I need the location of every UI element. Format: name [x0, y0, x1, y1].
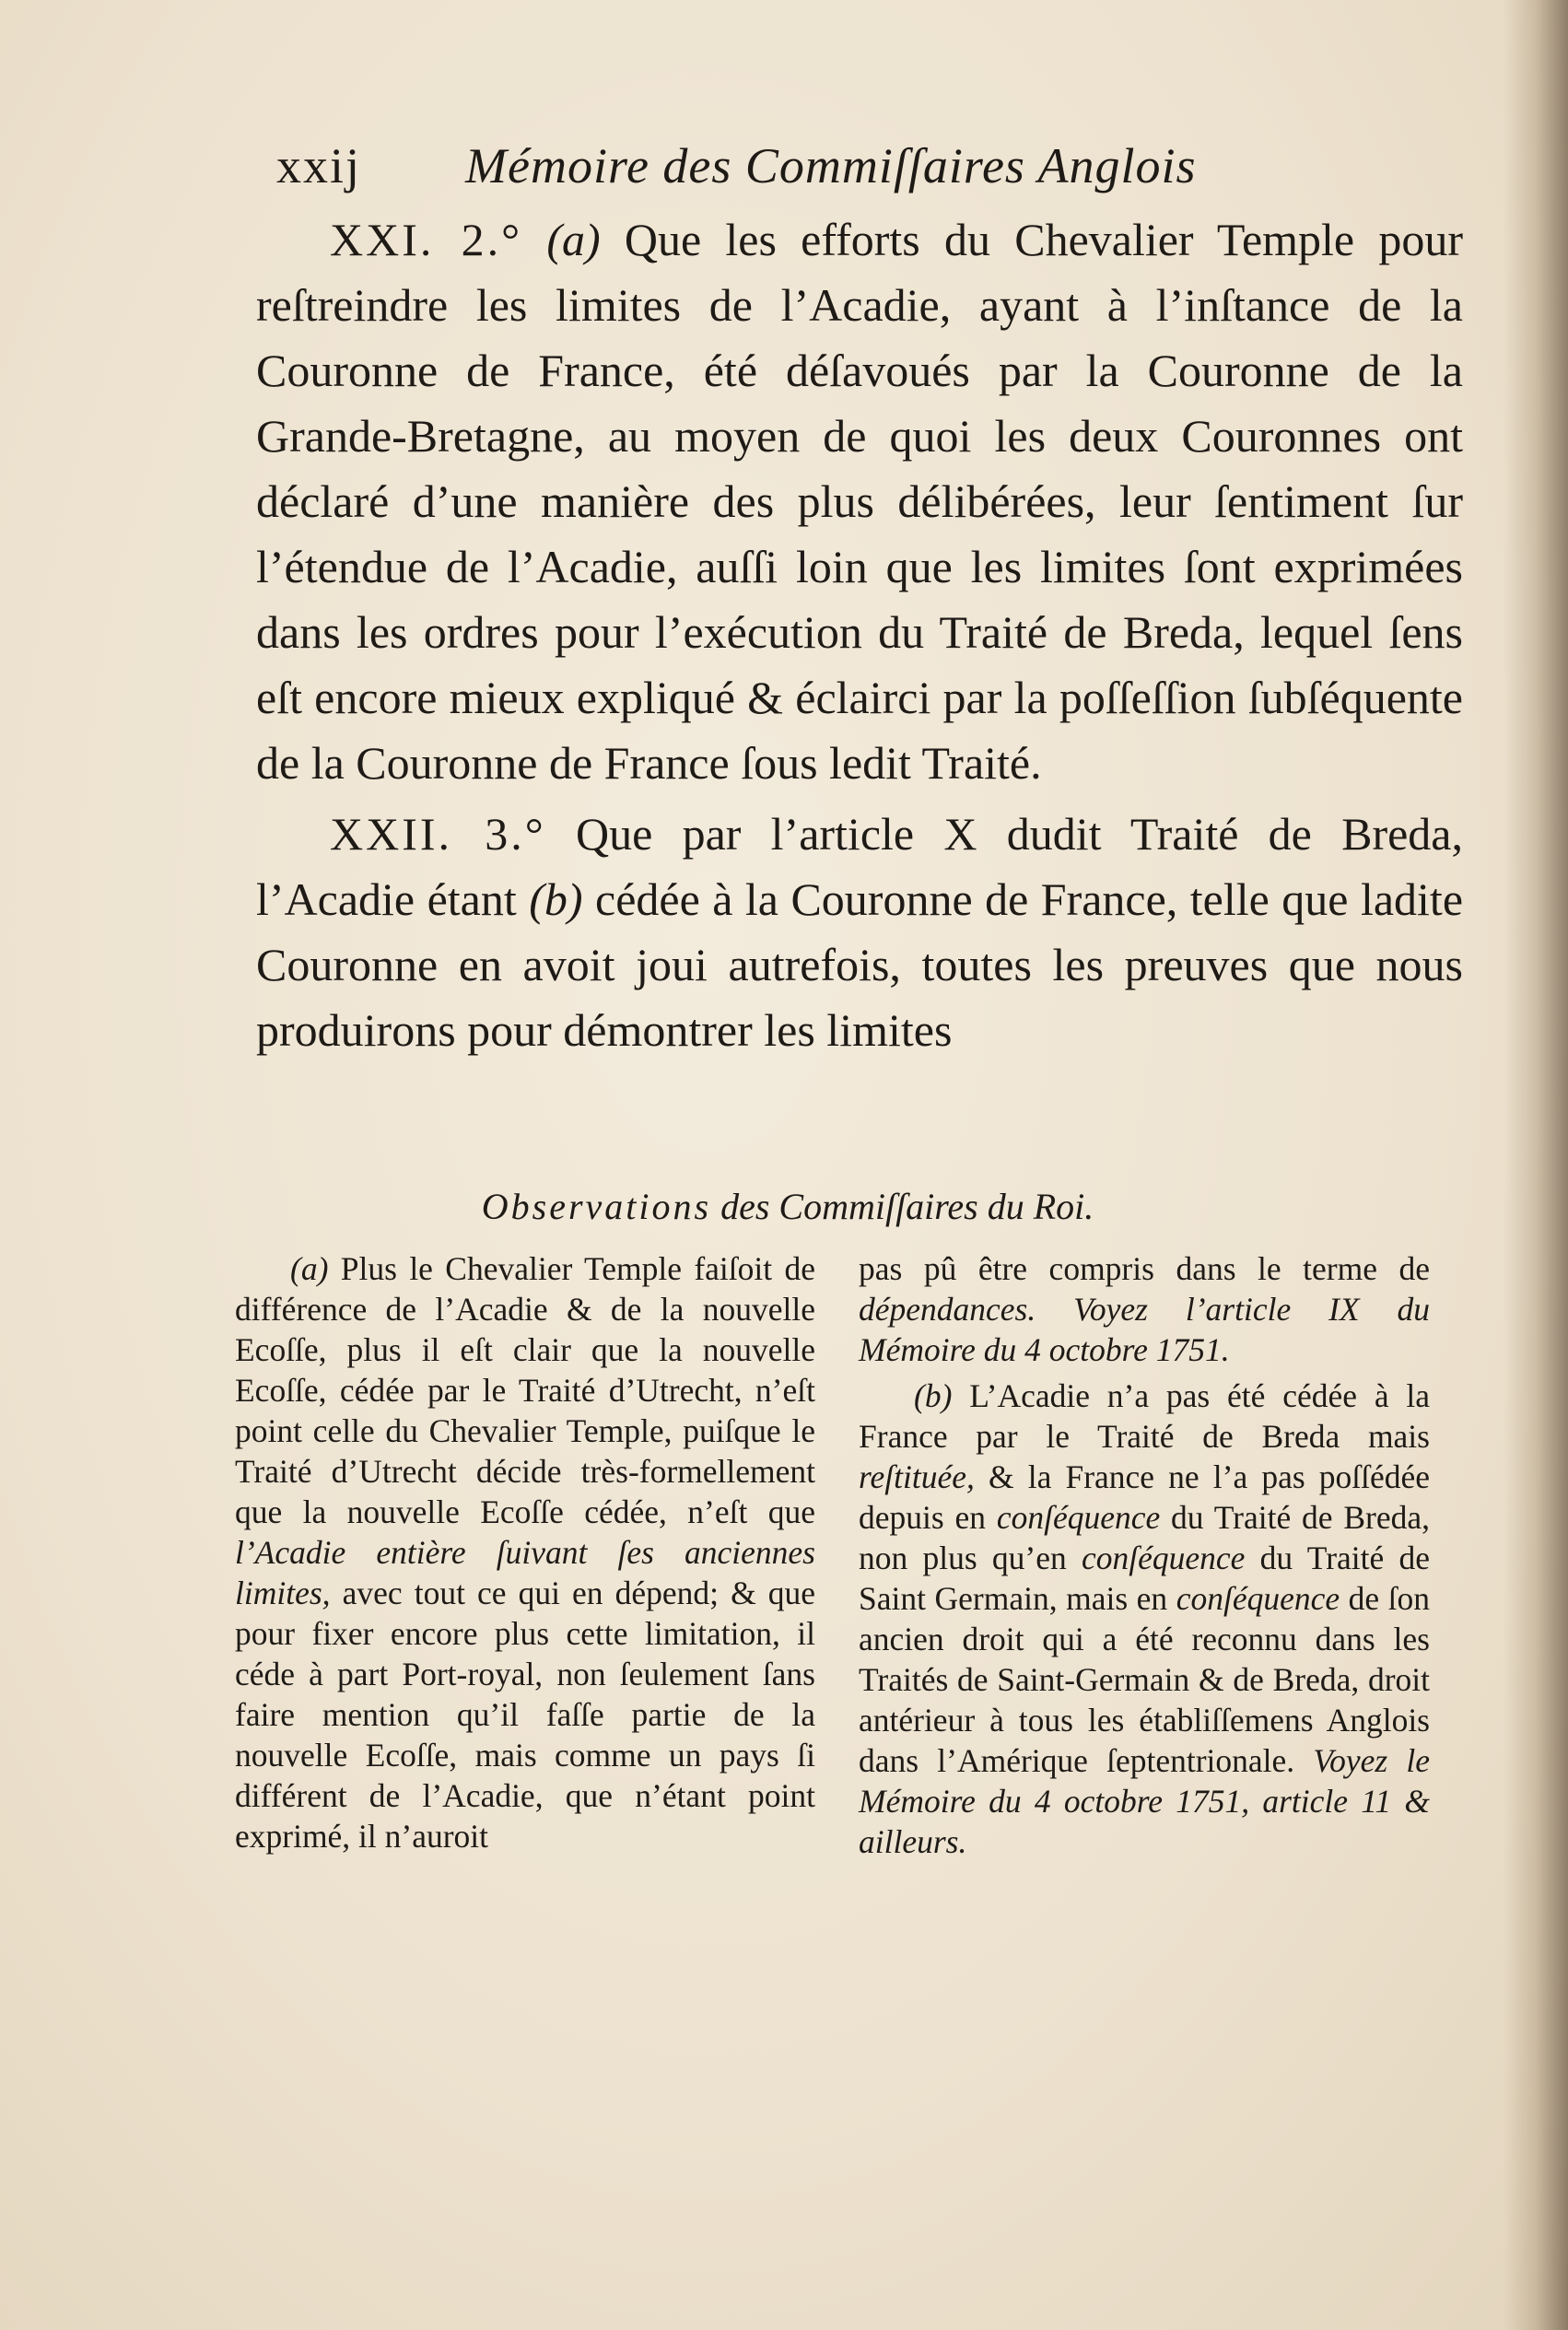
footnote-quote: l’Acadie entière ſuivant ſes anciennes limites,: [235, 1534, 815, 1611]
page-number: xxij: [276, 138, 362, 193]
footnote-text: pas pû être compris dans le terme de: [859, 1250, 1430, 1287]
footnote-text: & la France ne l’a pas poſſédée depuis en: [859, 1458, 1431, 1536]
observations-title-rest: des Commiſſaires du Roi.: [720, 1186, 1094, 1227]
page-gutter-shadow: [1504, 0, 1568, 2330]
footnote-term: conſéquence: [1176, 1580, 1340, 1617]
article-text: cédée à la Couronne de France, telle que ladite Couronne en avoit joui autrefois, toutes les preuves que nous produirons pour démontrer les limites: [256, 873, 1464, 1056]
footnote-text: du Traité de Saint Germain, mais en: [859, 1540, 1431, 1617]
note-reference: (b): [529, 873, 583, 925]
footnote-term: conſéquence: [996, 1499, 1161, 1536]
footnote-text: de ſon ancien droit qui a été reconnu dans les Traités de Saint-Germain & de Breda, droit antérieur à tous les établiſſemens Anglois dans l’Amérique ſeptentrionale.: [859, 1580, 1431, 1779]
article-number: XXII. 3.°: [330, 808, 546, 860]
note-reference: (a): [546, 214, 601, 265]
article-xxii: [256, 802, 1463, 1063]
footnote-text: du Traité de Breda, non plus qu’en: [859, 1499, 1430, 1576]
footnote-a-continued: [859, 1248, 1430, 1370]
footnote-text: L’Acadie n’a pas été cédée à la France par le Traité de Breda mais: [859, 1377, 1431, 1455]
footnote-text: Plus le Chevalier Temple faiſoit de différence de l’Acadie & de la nouvelle Ecoſſe, plus il eſt clair que la nouvelle Ecoſſe, cédée par le Traité d’Utrecht, n’eſt point celle du Chevalier Temple, puiſque le Traité d’Utrecht décide très-formellement que la nouvelle Ecoſſe cédée, n’eſt que: [235, 1250, 815, 1530]
article-text: Que les efforts du Chevalier Temple pour reſtreindre les limites de l’Acadie, ayant à l’inſtance de la Couronne de France, été déſavoués par la Couronne de la Grande-Bretagne, au moyen de quoi les deux Couronnes ont déclaré d’une manière des plus délibérées, leur ſentiment ſur l’étendue de l’Acadie, auſſi loin que les limites ſont exprimées dans les ordres pour l’exécution du Traité de Breda, lequel ſens eſt encore mieux expliqué & éclairci par la poſſeſſion ſubſéquente de la Couronne de France ſous ledit Traité.: [256, 214, 1463, 789]
footnote-citation: Voyez le Mémoire du 4 octobre 1751, article 11 & ailleurs.: [859, 1742, 1431, 1860]
footnote-column-left: [235, 1248, 815, 1862]
footnote-term: dépendances.: [859, 1291, 1036, 1328]
footnote-b: [859, 1376, 1430, 1862]
footnote-text: avec tout ce qui en dépend; & que pour fixer encore plus cette limitation, il céde à part Port-royal, non ſeulement ſans faire mention qu’il faſſe partie de la nouvelle Ecoſſe, mais comme un pays ſi différent de l’Acadie, que n’étant point exprimé, il n’auroit: [235, 1575, 816, 1855]
footnote-citation: Voyez l’article IX du Mémoire du 4 octobre 1751.: [859, 1291, 1431, 1368]
footnote-ref: (b): [914, 1377, 953, 1414]
footnote-term: reſtituée,: [859, 1458, 975, 1495]
running-title: Mémoire des Commiſſaires Anglois: [465, 138, 1197, 193]
page-header: [276, 129, 1299, 203]
footnote-ref: (a): [290, 1250, 329, 1287]
article-xxi: [256, 207, 1463, 796]
article-number: XXI. 2.°: [330, 214, 523, 265]
observations-title-caps: Observations: [481, 1186, 712, 1227]
footnote-term: conſéquence: [1082, 1540, 1246, 1576]
article-text: Que par l’article X dudit Traité de Breda, l’Acadie étant: [256, 808, 1463, 925]
footnote-a: [235, 1248, 815, 1856]
footnote-column-right: [859, 1248, 1430, 1868]
observations-title: [276, 1179, 1299, 1235]
main-text: [256, 207, 1463, 1069]
